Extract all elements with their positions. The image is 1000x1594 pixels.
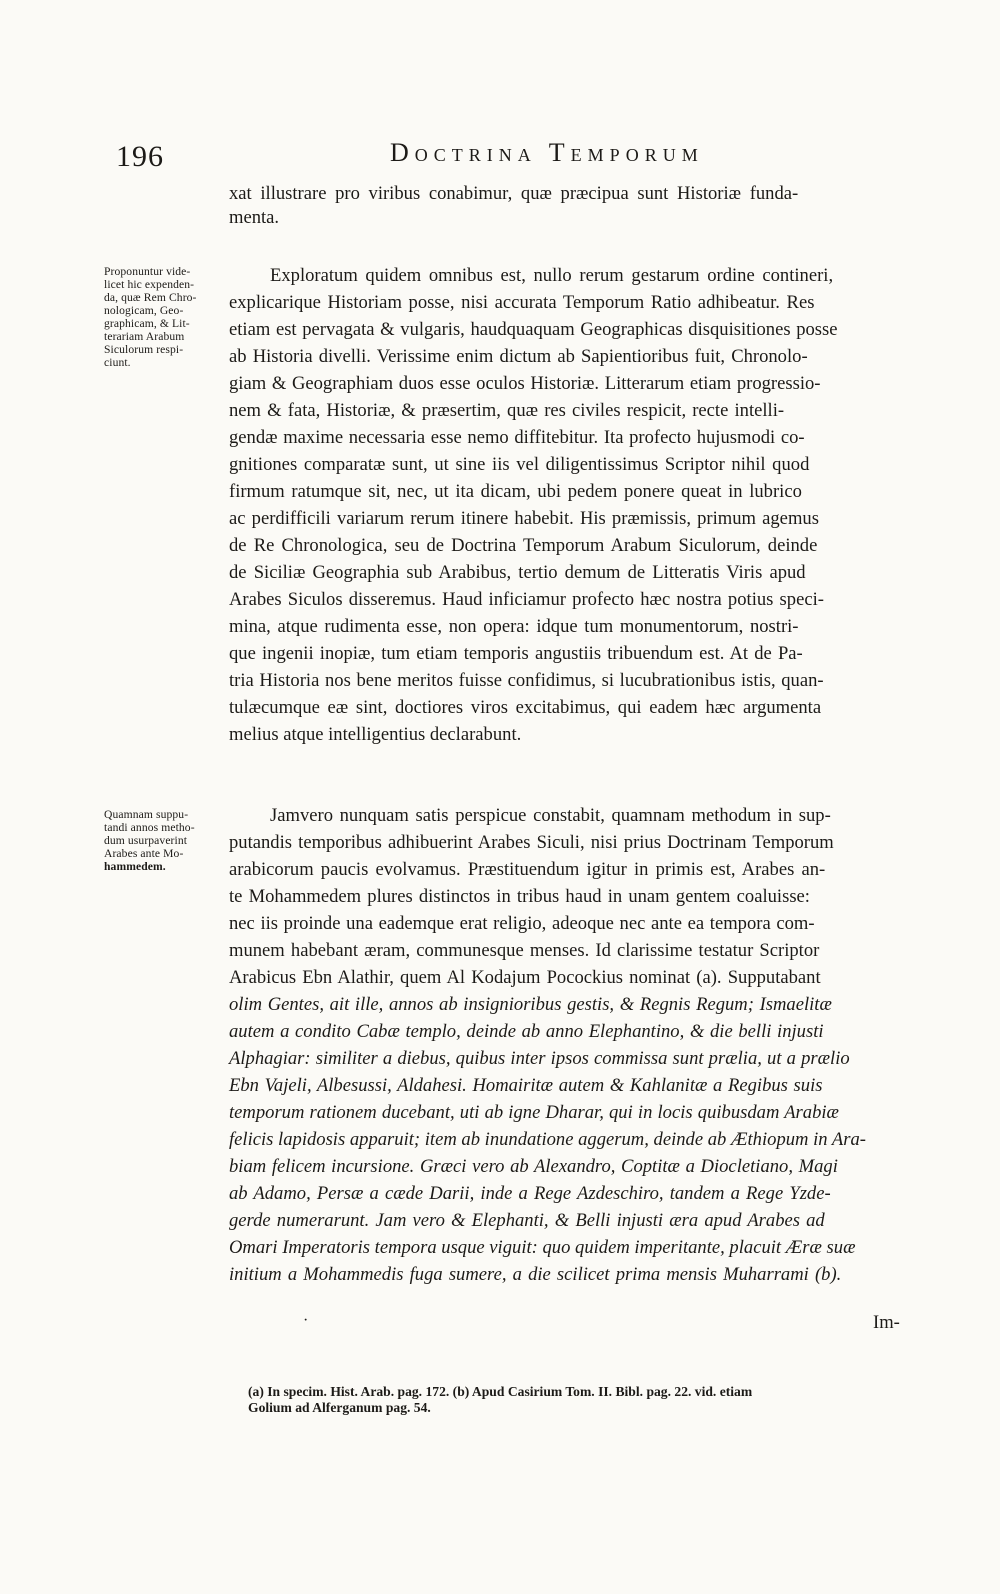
sidenote-line: tandi annos metho- — [104, 821, 195, 834]
text-line: Arabicus Ebn Alathir, quem Al Kodajum Pocockius nominat (a). Supputabant — [229, 967, 821, 988]
sidenote-line: licet hic expenden- — [104, 278, 195, 291]
text-line: de Re Chronologica, seu de Doctrina Temporum Arabum Siculorum, deinde — [229, 535, 818, 556]
text-line: mina, atque rudimenta esse, non opera: idque tum monumentorum, nostri- — [229, 616, 799, 637]
text-line: ac perdifficili variarum rerum itinere habebit. His præmissis, primum agemus — [229, 508, 819, 529]
catchword: Im- — [873, 1312, 900, 1333]
sidenote-line: Arabes ante Mo- — [104, 847, 184, 860]
printer-mark: · — [303, 1312, 309, 1329]
text-line: ab Historia divelli. Verissime enim dictum ab Sapientioribus fuit, Chronolo- — [229, 346, 808, 367]
text-line: Arabes Siculos disseremus. Haud inficiamur profecto hæc nostra potius speci- — [229, 589, 824, 610]
text-line: menta. — [229, 207, 280, 228]
text-line: felicis lapidosis apparuit; item ab inundatione aggerum, deinde ab Æthiopum in Ara- — [229, 1129, 866, 1150]
text-line: firmum ratumque sit, nec, ut ita dicam, ubi pedem ponere queat in lubrico — [229, 481, 802, 502]
text-line: Ebn Vajeli, Albesussi, Aldahesi. Homairitæ autem & Kahlanitæ a Regibus suis — [229, 1075, 823, 1096]
sidenote-line: dum usurpaverint — [104, 834, 188, 847]
sidenote-line: ciunt. — [104, 356, 131, 369]
text-line: xat illustrare pro viribus conabimur, quæ præcipua sunt Historiæ funda- — [229, 183, 799, 204]
text-line: Omari Imperatoris tempora usque viguit: quo quidem imperitante, placuit Æræ suæ — [229, 1237, 856, 1258]
text-line: explicarique Historiam posse, nisi accurata Temporum Ratio adhibeatur. Res — [229, 292, 815, 313]
text-line: nem & fata, Historiæ, & præsertim, quæ res civiles respicit, recte intelli- — [229, 400, 785, 421]
text-line: ab Adamo, Persæ a cæde Darii, inde a Rege Azdeschiro, tandem a Rege Yzde- — [229, 1183, 831, 1204]
text-line: te Mohammedem plures distinctos in tribus haud in unam gentem coaluisse: — [229, 886, 810, 907]
sidenote-line: Siculorum respi- — [104, 343, 184, 356]
text-line: tulæcumque eæ sint, doctiores viros excitabimus, qui eadem hæc argumenta — [229, 697, 822, 718]
sidenote-line: Proponuntur vide- — [104, 265, 191, 278]
text-line: de Siciliæ Geographia sub Arabibus, tertio demum de Litteratis Viris apud — [229, 562, 806, 583]
page-number: 196 — [116, 140, 164, 173]
text-line: initium a Mohammedis fuga sumere, a die scilicet prima mensis Muharrami (b). — [229, 1264, 842, 1285]
text-line: munem habebant æram, communesque menses. Id clarissime testatur Scriptor — [229, 940, 820, 961]
text-line: gnitiones comparatæ sunt, ut sine iis vel diligentissimus Scriptor nihil quod — [229, 454, 810, 475]
footnote-line: (a) In specim. Hist. Arab. pag. 172. (b) Apud Casirium Tom. II. Bibl. pag. 22. vid. etiam — [248, 1384, 753, 1399]
text-line: putandis temporibus adhibuerint Arabes Siculi, nisi prius Doctrinam Temporum — [229, 832, 834, 853]
text-line: temporum rationem ducebant, uti ab igne Dharar, qui in locis quibusdam Arabiæ — [229, 1102, 839, 1123]
sidenote-line: graphicam, & Lit- — [104, 317, 190, 330]
text-line: olim Gentes, ait ille, annos ab insignioribus gestis, & Regnis Regum; Ismaelitæ — [229, 994, 832, 1015]
text-line: etiam est pervagata & vulgaris, haudquaquam Geographicas disquisitiones posse — [229, 319, 838, 340]
text-line: biam felicem incursione. Græci vero ab Alexandro, Coptitæ a Diocletiano, Magi — [229, 1156, 838, 1177]
text-line: Alphagiar: similiter a diebus, quibus inter ipsos commissa sunt prælia, ut a prælio — [229, 1048, 850, 1069]
text-line: giam & Geographiam duos esse oculos Historiæ. Litterarum etiam progressio- — [229, 373, 821, 394]
footnote-line: Golium ad Alferganum pag. 54. — [248, 1400, 431, 1415]
sidenote-line: terariam Arabum — [104, 330, 185, 343]
running-title: Doctrina Temporum — [390, 138, 704, 167]
text-line: autem a condito Cabæ templo, deinde ab anno Elephantino, & die belli injusti — [229, 1021, 824, 1042]
sidenote-line: hammedem. — [104, 860, 166, 873]
text-line: nec iis proinde una eademque erat religio, adeoque nec ante ea tempora com- — [229, 913, 815, 934]
sidenote-line: nologicam, Geo- — [104, 304, 184, 317]
text-line: Exploratum quidem omnibus est, nullo rerum gestarum ordine contineri, — [270, 265, 834, 286]
text-line: arabicorum paucis evolvamus. Præstituendum igitur in primis est, Arabes an- — [229, 859, 826, 880]
text-line: gerde numerarunt. Jam vero & Elephanti, & Belli injusti æra apud Arabes ad — [229, 1210, 825, 1231]
sidenote-line: da, quæ Rem Chro- — [104, 291, 197, 304]
text-line: que ingenii inopiæ, tum etiam temporis angustiis tribuendum est. At de Pa- — [229, 643, 803, 664]
text-line: tria Historia nos bene meritos fuisse confidimus, si lucubrationibus istis, quan- — [229, 670, 824, 691]
text-line: melius atque intelligentius declarabunt. — [229, 724, 522, 745]
text-line: Jamvero nunquam satis perspicue constabit, quamnam methodum in sup- — [270, 805, 831, 826]
sidenote-line: Quamnam suppu- — [104, 808, 189, 821]
text-line: gendæ maxime necessaria esse nemo diffitebitur. Ita profecto hujusmodi co- — [229, 427, 805, 448]
